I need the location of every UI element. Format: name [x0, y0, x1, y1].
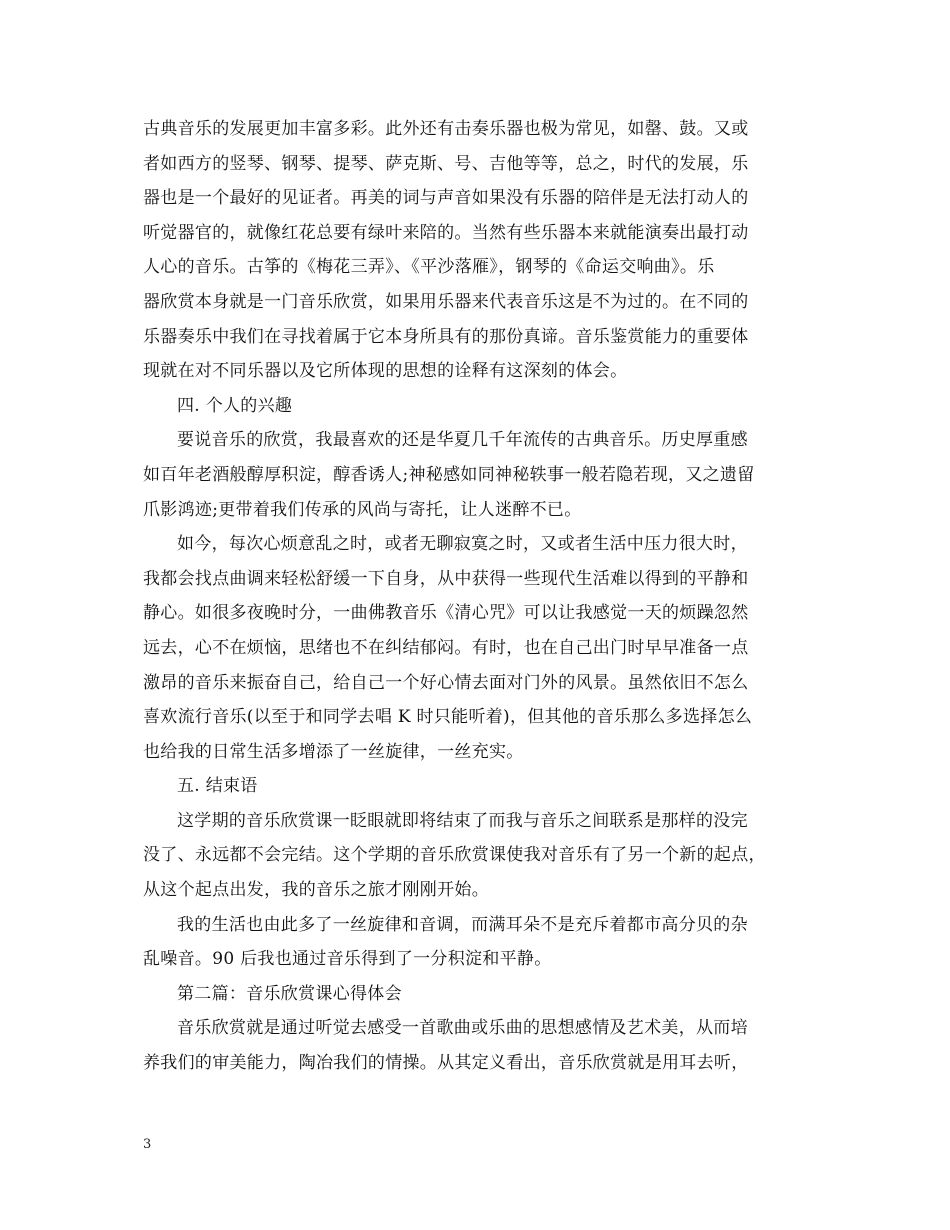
text-line: 古典音乐的发展更加丰富多彩。此外还有击奏乐器也极为常见，如罄、鼓。又或 — [143, 119, 749, 139]
text-line: 远去，心不在烦恼，思绪也不在纠结郁闷。有时，也在自己出门时早早准备一点 — [143, 637, 749, 658]
text-line: 养我们的审美能力，陶冶我们的情操。从其定义看出，音乐欣赏就是用耳去听， — [143, 1053, 749, 1074]
text-line: 五. 结束语 — [177, 776, 258, 797]
text-line: 器也是一个最好的见证者。再美的词与声音如果没有乐器的陪伴是无法打动人的 — [143, 188, 749, 209]
text-line: 我的生活也由此多了一丝旋律和音调，而满耳朵不是充斥着都市高分贝的杂 — [177, 914, 748, 935]
body-text — [143, 112, 815, 1081]
text-line: 器欣赏本身就是一门音乐欣赏，如果用乐器来代表音乐这是不为过的。在不同的 — [143, 291, 749, 312]
text-line: 乐器奏乐中我们在寻找着属于它本身所具有的那份真谛。音乐鉴赏能力的重要体 — [143, 326, 749, 347]
text-line: 没了、永远都不会完结。这个学期的音乐欣赏课使我对音乐有了另一个新的起点， — [143, 845, 766, 866]
text-line: 也给我的日常生活多增添了一丝旋律，一丝充实。 — [143, 741, 524, 762]
text-line: 现就在对不同乐器以及它所体现的思想的诠释有这深刻的体会。 — [143, 361, 628, 382]
text-line: 第二篇：音乐欣赏课心得体会 — [177, 983, 402, 1004]
text-line: 我都会找点曲调来轻松舒缓一下自身，从中获得一些现代生活难以得到的平静和 — [143, 568, 749, 589]
page-number: 3 — [143, 1137, 152, 1152]
text-line: 四. 个人的兴趣 — [177, 395, 293, 416]
text-line: 静心。如很多夜晚时分，一曲佛教音乐《清心咒》可以让我感觉一天的烦躁忽然 — [143, 603, 749, 624]
text-line: 要说音乐的欣赏，我最喜欢的还是华夏几千年流传的古典音乐。历史厚重感 — [177, 430, 748, 451]
text-line: 如今，每次心烦意乱之时，或者无聊寂寞之时，又或者生活中压力很大时， — [177, 534, 748, 555]
text-line: 如百年老酒般醇厚积淀，醇香诱人;神秘感如同神秘轶事一般若隐若现，又之遗留 — [143, 464, 755, 485]
text-line: 从这个起点出发，我的音乐之旅才刚刚开始。 — [143, 880, 489, 901]
text-line: 激昂的音乐来振奋自己，给自己一个好心情去面对门外的风景。虽然依旧不怎么 — [143, 672, 749, 693]
text-line: 者如西方的竖琴、钢琴、提琴、萨克斯、号、吉他等等，总之，时代的发展，乐 — [143, 153, 749, 174]
text-line: 人心的音乐。古筝的《梅花三弄》、《平沙落雁》，钢琴的《命运交响曲》。乐 — [143, 257, 715, 278]
text-line: 爪影鸿迹;更带着我们传承的风尚与寄托，让人迷醉不已。 — [143, 499, 582, 520]
text-line: 喜欢流行音乐(以至于和同学去唱 K 时只能听着)，但其他的音乐那么多选择怎么 — [143, 707, 753, 728]
text-line: 这学期的音乐欣赏课一眨眼就即将结束了而我与音乐之间联系是那样的没完 — [177, 810, 748, 831]
text-line: 乱噪音。90 后我也通过音乐得到了一分积淀和平静。 — [143, 949, 552, 970]
text-line: 音乐欣赏就是通过听觉去感受一首歌曲或乐曲的思想感情及艺术美，从而培 — [177, 1018, 748, 1039]
text-line: 听觉器官的，就像红花总要有绿叶来陪的。当然有些乐器本来就能演奏出最打动 — [143, 222, 749, 243]
